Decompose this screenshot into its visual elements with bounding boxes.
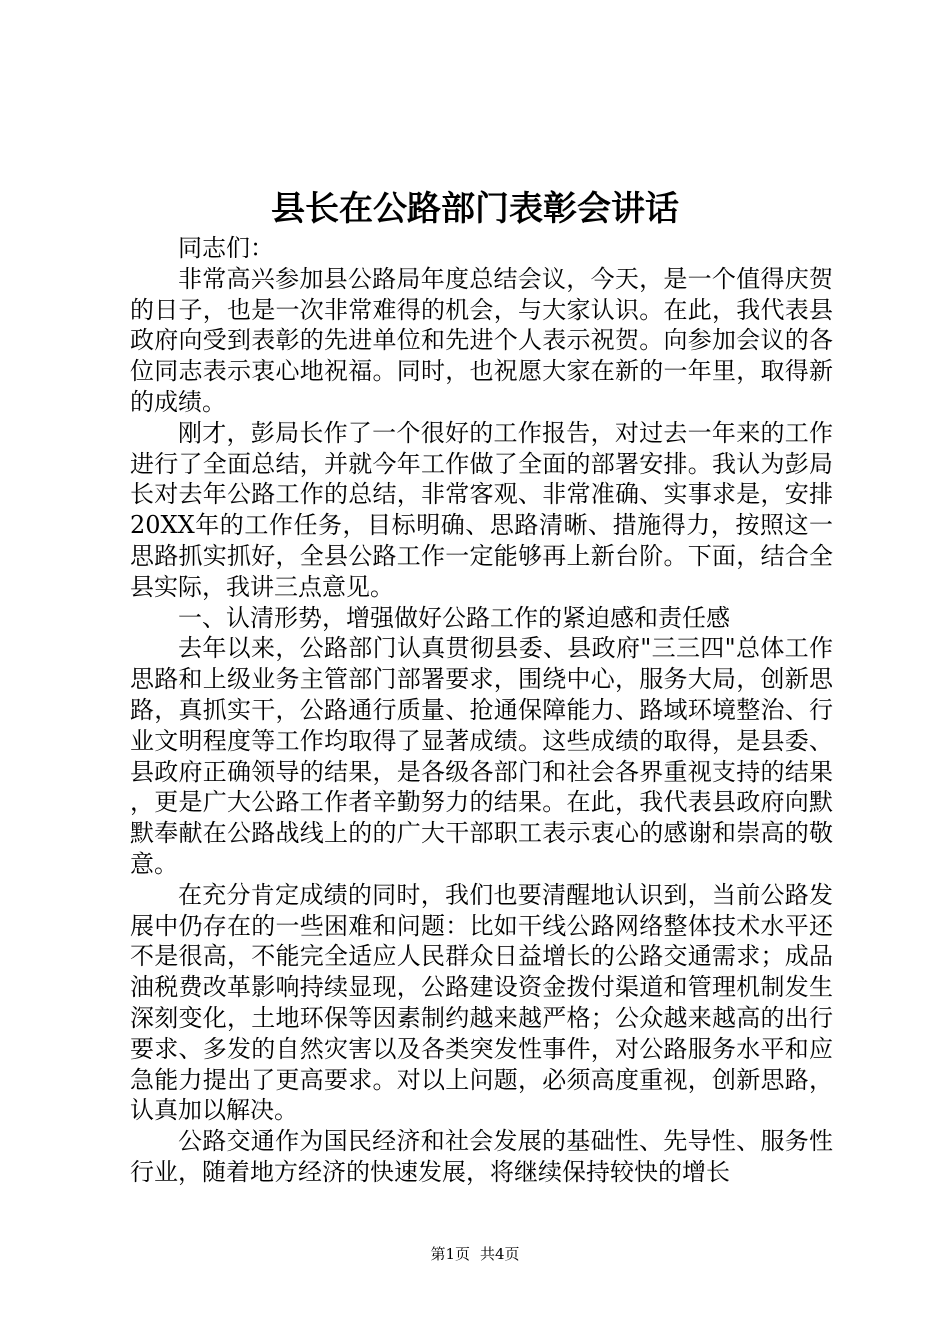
paragraph-outlook: 公路交通作为国民经济和社会发展的基础性、先导性、服务性行业，随着地方经济的快速发展，将继续保持较快的增长 — [130, 1127, 833, 1186]
paragraph-achievements: 去年以来，公路部门认真贯彻县委、县政府"三三四"总体工作思路和上级业务主管部门部署要求，围绕中心，服务大局，创新思路，真抓实干，公路通行质量、抢通保障能力、路域环境整治、行业文明程度等工作均取得了显著成绩。这些成绩的取得，是县委、县政府正确领导的结果，是各级各部门和社会各界重视支持的结果，更是广大公路工作者辛勤努力的结果。在此，我代表县政府向默默奉献在公路战线上的的广大干部职工表示衷心的感谢和崇高的敬意。 — [130, 634, 833, 878]
paragraph-report-review: 刚才，彭局长作了一个很好的工作报告，对过去一年来的工作进行了全面总结，并就今年工作做了全面的部署安排。我认为彭局长对去年公路工作的总结，非常客观、非常准确、实事求是，安排20XX年的工作任务，目标明确、思路清晰、措施得力，按照这一思路抓实抓好，全县公路工作一定能够再上新台阶。下面，结合全县实际，我讲三点意见。 — [130, 418, 833, 601]
paragraph-problems: 在充分肯定成绩的同时，我们也要清醒地认识到，当前公路发展中仍存在的一些困难和问题：比如干线公路网络整体技术水平还不是很高，不能完全适应人民群众日益增长的公路交通需求；成品油税费改革影响持续显现，公路建设资金拨付渠道和管理机制发生深刻变化，土地环保等因素制约越来越严格；公众越来越高的出行要求、多发的自然灾害以及各类突发性事件，对公路服务水平和应急能力提出了更高要求。对以上问题，必须高度重视，创新思路，认真加以解决。 — [130, 880, 833, 1125]
page-footer — [0, 1244, 950, 1264]
document-body — [130, 233, 833, 1188]
page-number: 第1页 — [430, 1245, 470, 1263]
page-total: 共4页 — [480, 1245, 520, 1263]
paragraph-salutation: 同志们： — [178, 234, 274, 262]
paragraph-opening: 非常高兴参加县公路局年度总结会议，今天，是一个值得庆贺的日子，也是一次非常难得的机会，与大家认识。在此，我代表县政府向受到表彰的先进单位和先进个人表示祝贺。向参加会议的各位同志表示衷心地祝福。同时，也祝愿大家在新的一年里，取得新的成绩。 — [130, 264, 833, 416]
section-heading-1: 一、认清形势，增强做好公路工作的紧迫感和责任感 — [178, 603, 730, 632]
document-title: 县长在公路部门表彰会讲话 — [271, 189, 679, 229]
